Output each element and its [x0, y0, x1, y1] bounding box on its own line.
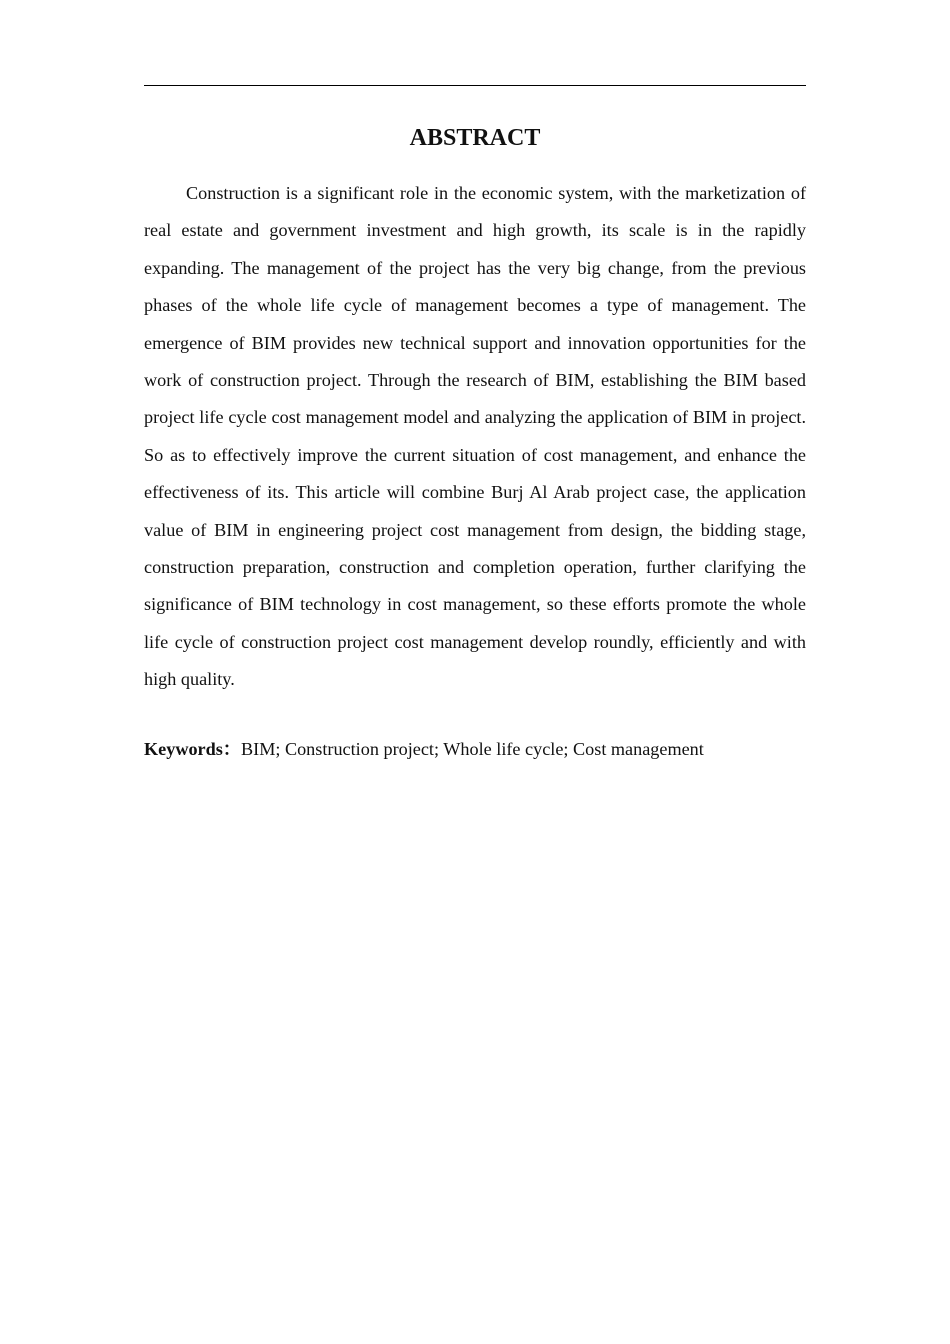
keywords-value: BIM; Construction project; Whole life cycle; Cost management [241, 739, 704, 759]
header-rule [144, 85, 806, 86]
keywords-line [144, 731, 806, 768]
page-title: ABSTRACT [409, 125, 541, 151]
keywords-label: Keywords： [144, 739, 241, 759]
abstract-paragraph: Construction is a significant role in the economic system, with the marketization of real estate and government investment and high growth, its scale is in the rapidly expanding. The management of the project has the very big change, from the previous phases of the whole life cycle of management becomes a type of management. The emergence of BIM provides new technical support and innovation opportunities for the work of construction project. Through the research of BIM, establishing the BIM based project life cycle cost management model and analyzing the application of BIM in project. So as to effectively improve the current situation of cost management, and enhance the effectiveness of its. This article will combine Burj Al Arab project case, the application value of BIM in engineering project cost management from design, the bidding stage, construction preparation, construction and completion operation, further clarifying the significance of BIM technology in cost management, so these efforts promote the whole life cycle of construction project cost management develop roundly, efficiently and with high quality. [144, 183, 806, 690]
